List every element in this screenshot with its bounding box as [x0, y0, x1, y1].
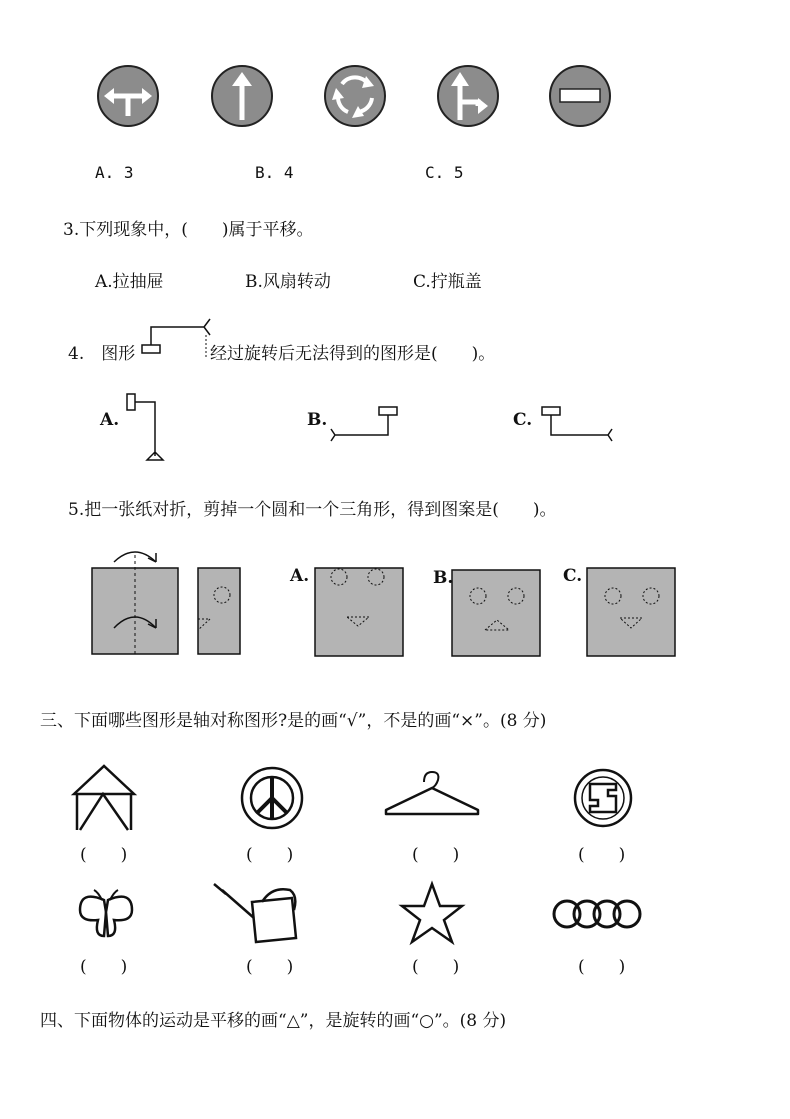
four-rings-logo-icon	[554, 901, 640, 927]
q2-option-c[interactable]: C. 5	[425, 163, 464, 182]
roundabout-sign-icon	[325, 66, 385, 126]
q4-option-c-label[interactable]: C.	[513, 410, 533, 430]
q3-question: 3.下列现象中，( )属于平移。	[63, 220, 314, 240]
house-roof-figure-icon	[74, 766, 134, 830]
q2-option-b[interactable]: B. 4	[255, 163, 294, 182]
answer-blank[interactable]: ( )	[412, 845, 460, 865]
coin-symbol-icon	[575, 770, 631, 826]
q5-option-a-label[interactable]: A.	[290, 566, 310, 586]
answer-blank[interactable]: ( )	[246, 845, 294, 865]
answer-blank[interactable]: ( )	[80, 957, 128, 977]
q2-option-a[interactable]: A. 3	[95, 163, 134, 182]
turn-left-right-sign-icon	[98, 66, 158, 126]
star-icon	[402, 884, 462, 942]
q5-folding-figures	[80, 540, 780, 670]
q5-option-b-label[interactable]: B.	[433, 568, 454, 588]
butterfly-icon	[80, 890, 132, 936]
q4-option-c-figure	[538, 405, 618, 445]
q5-question: 5.把一张纸对折，剪掉一个圆和一个三角形，得到图案是( )。	[68, 500, 557, 520]
answer-blank[interactable]: ( )	[578, 957, 626, 977]
peace-symbol-icon	[242, 768, 302, 828]
q5-option-c-label[interactable]: C.	[563, 566, 583, 586]
q4-option-a-label[interactable]: A.	[100, 410, 120, 430]
answer-blank[interactable]: ( )	[80, 845, 128, 865]
q4-reference-figure	[138, 315, 218, 365]
q3-option-b[interactable]: B.风扇转动	[245, 272, 331, 292]
section3-title: 三、下面哪些图形是轴对称图形?是的画“√”，不是的画“×”。(8 分)	[40, 711, 547, 731]
answer-blank[interactable]: ( )	[246, 957, 294, 977]
answer-blank[interactable]: ( )	[578, 845, 626, 865]
watering-can-icon	[214, 884, 296, 942]
q4-suffix: 经过旋转后无法得到的图形是( )。	[210, 344, 496, 364]
section4-title: 四、下面物体的运动是平移的画“△”，是旋转的画“○”。(8 分)	[40, 1011, 507, 1031]
traffic-signs-row	[0, 40, 790, 180]
answer-blank[interactable]: ( )	[412, 957, 460, 977]
q4-option-a-figure	[125, 392, 175, 462]
q4-prefix: 4. 图形	[68, 344, 136, 364]
q4-option-b-figure	[327, 405, 407, 445]
no-entry-sign-icon	[550, 66, 610, 126]
q3-option-a[interactable]: A.拉抽屉	[95, 272, 164, 292]
straight-or-right-sign-icon	[438, 66, 498, 126]
q3-option-c[interactable]: C.拧瓶盖	[413, 272, 482, 292]
straight-ahead-sign-icon	[212, 66, 272, 126]
q4-option-b-label[interactable]: B.	[307, 410, 328, 430]
clothes-hanger-icon	[386, 772, 478, 814]
